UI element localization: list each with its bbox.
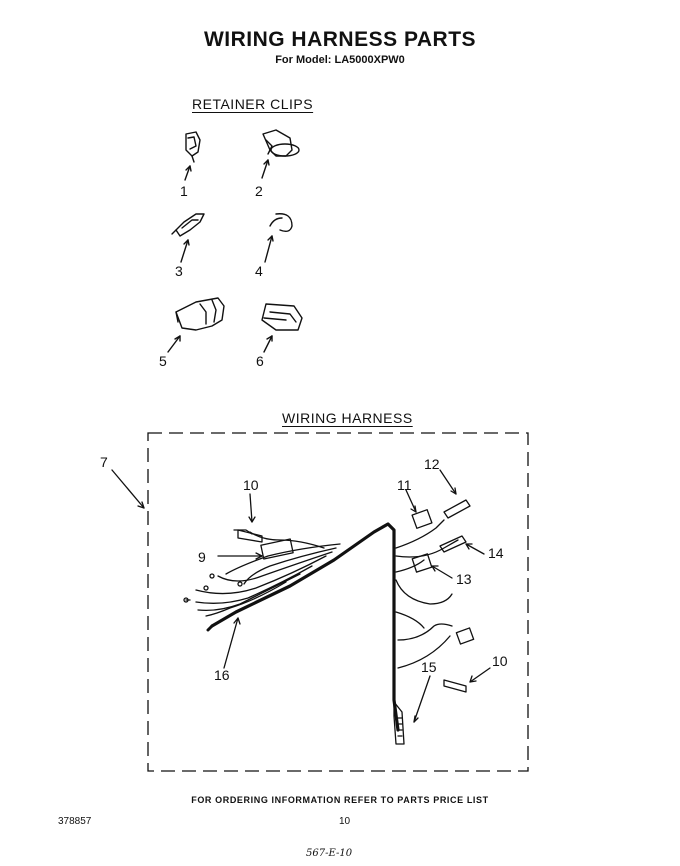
- retainer-clip-4-drawing: [270, 214, 292, 232]
- leader-16: [224, 618, 238, 668]
- leader-10a: [250, 494, 252, 522]
- callout-6: 6: [256, 353, 264, 369]
- terminal-12: [444, 500, 470, 518]
- ordering-note: FOR ORDERING INFORMATION REFER TO PARTS PRICE LIST: [191, 795, 489, 805]
- callout-5: 5: [159, 353, 167, 369]
- callout-13: 13: [456, 571, 472, 587]
- callout-2: 2: [255, 183, 263, 199]
- callout-10-bottom: 10: [492, 653, 508, 669]
- retainer-clip-6-drawing: [262, 304, 302, 330]
- callout-14: 14: [488, 545, 504, 561]
- retainer-clip-2-drawing: [263, 130, 299, 156]
- leader-13: [432, 566, 452, 578]
- wiring-harness-heading: WIRING HARNESS: [282, 410, 413, 426]
- leader-12: [440, 470, 456, 494]
- terminal-14: [440, 536, 466, 552]
- model-line: For Model: LA5000XPW0: [275, 54, 405, 66]
- callout-12: 12: [424, 456, 440, 472]
- callout-7: 7: [100, 454, 108, 470]
- page-number: 10: [339, 816, 351, 827]
- connector-11: [412, 510, 432, 529]
- leader-15: [414, 676, 430, 722]
- document-number: 378857: [58, 816, 92, 827]
- connector-9: [261, 539, 293, 559]
- page-title: WIRING HARNESS PARTS: [203, 28, 477, 51]
- retainer-clip-5-drawing: [176, 298, 224, 330]
- callout-11: 11: [397, 477, 412, 493]
- callout-15: 15: [421, 659, 437, 675]
- terminal-10-bottom: [444, 680, 466, 692]
- handwritten-code: 567-E-10: [306, 848, 353, 859]
- callout-16: 16: [214, 667, 230, 683]
- callout-3: 3: [175, 263, 183, 279]
- retainer-clip-1-drawing: [186, 132, 200, 162]
- harness-box: [148, 433, 528, 771]
- retainer-clips-heading: RETAINER CLIPS: [192, 96, 314, 112]
- callout-4: 4: [255, 263, 263, 279]
- leader-7: [112, 470, 144, 508]
- callout-9: 9: [198, 549, 206, 565]
- retainer-clip-3-drawing: [172, 214, 204, 236]
- leader-5: [168, 336, 180, 352]
- leader-10b: [470, 668, 490, 682]
- callout-10-top: 10: [243, 477, 259, 493]
- callout-1: 1: [180, 183, 188, 199]
